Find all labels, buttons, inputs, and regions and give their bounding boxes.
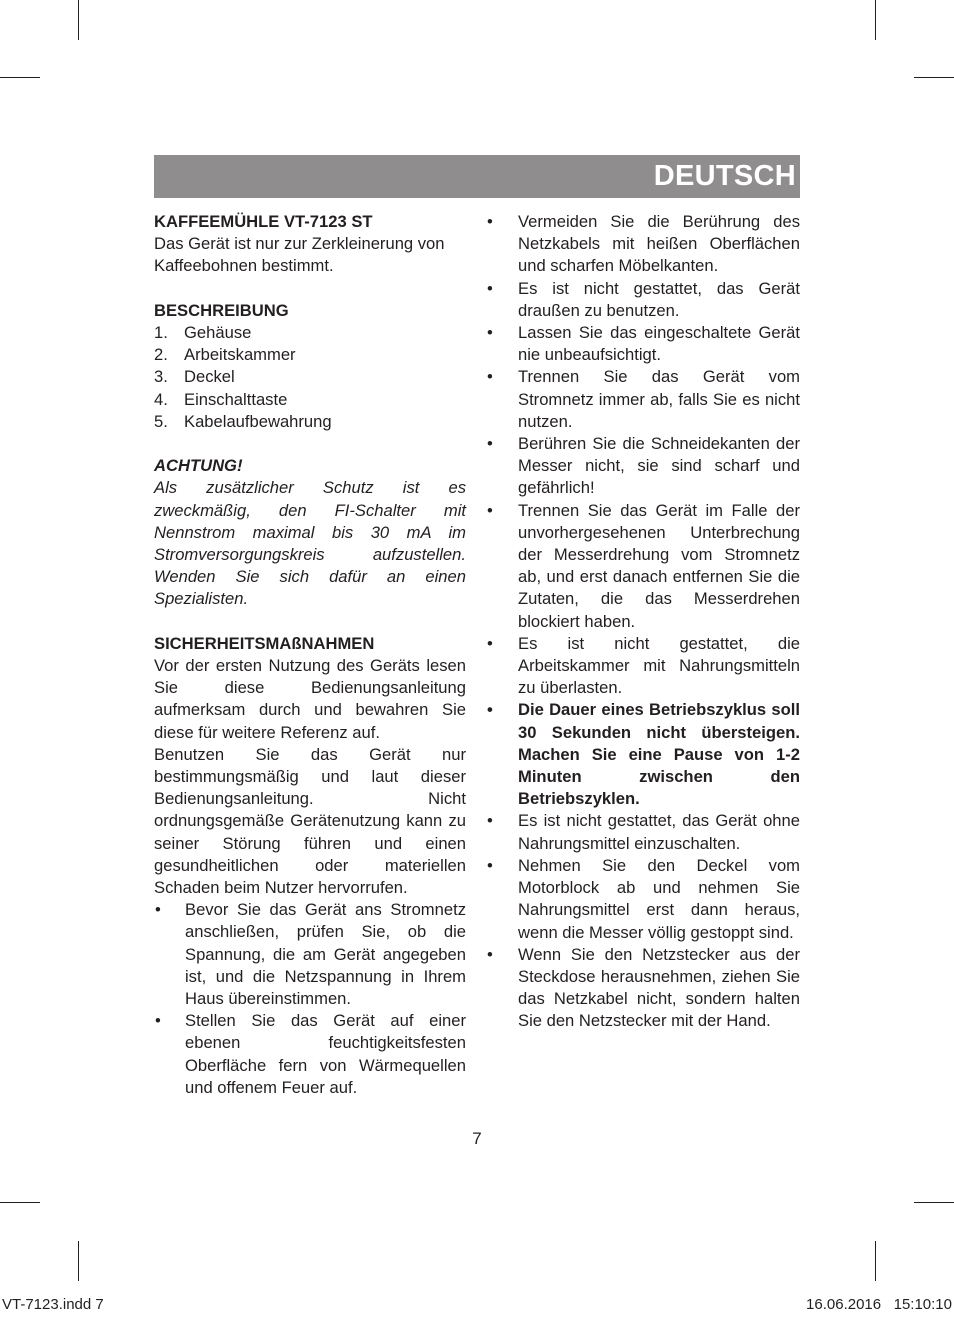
description-list	[154, 322, 466, 433]
bullet-marker: •	[487, 944, 493, 964]
bullet-text: Trennen Sie das Gerät vom Stromnetz immer ab, falls Sie es nicht nutzen.	[518, 367, 800, 431]
page-number: 7	[472, 1129, 482, 1148]
list-item-text: Einschalttaste	[184, 389, 288, 409]
bullet-marker: •	[155, 1011, 161, 1031]
bullet-marker: •	[155, 900, 161, 920]
bullet-item	[486, 278, 800, 322]
warning-text: Als zusätzlicher Schutz ist es zweckmäßig, den FI-Schalter mit Nennstrom maximal bis 30 mA im Stromversorgungskreis aufzustellen. Wenden Sie sich dafür an einen Spezialisten.	[154, 478, 466, 609]
list-item	[154, 344, 466, 366]
bullet-item	[486, 500, 800, 633]
list-item	[154, 366, 466, 388]
spacer	[154, 611, 466, 633]
language-header-bar	[154, 155, 800, 198]
file-slug: VT-7123.indd 7	[2, 1296, 104, 1313]
safety-paragraph: Benutzen Sie das Gerät nur bestimmungsmäßig und laut dieser Bedienungsanleitung. Nicht ordnungsgemäße Gerätenutzung kann zu seiner Störung führen und einen gesundheitlichen oder materiellen Schaden beim Nutzer hervorrufen.	[154, 744, 466, 898]
crop-mark-top-left-horizontal	[0, 77, 40, 78]
language-title: DEUTSCH	[653, 160, 796, 192]
bullet-item	[486, 433, 800, 500]
bullet-item	[486, 322, 800, 366]
list-item-text: Deckel	[184, 367, 235, 387]
date-slug: 16.06.2016 15:10:10	[806, 1296, 952, 1313]
list-item-number: 5.	[154, 411, 168, 431]
list-item	[154, 322, 466, 344]
list-item	[154, 389, 466, 411]
intro-text: Das Gerät ist nur zur Zerkleinerung von Kaffeebohnen bestimmt.	[154, 234, 445, 276]
list-item-text: Kabelaufbewahrung	[184, 411, 332, 431]
safety-paragraph: Vor der ersten Nutzung des Geräts lesen Sie diese Bedienungsanleitung aufmerksam durch und bewahren Sie diese für weitere Referenz auf.	[154, 656, 466, 742]
bullet-item	[486, 944, 800, 1033]
bullet-text: Es ist nicht gestattet, das Gerät draußen zu benutzen.	[518, 278, 800, 320]
crop-mark-bottom-right-vertical	[875, 1241, 876, 1281]
bullet-text: Es ist nicht gestattet, das Gerät ohne Nahrungsmittel einzuschalten.	[518, 811, 800, 853]
right-column	[486, 211, 800, 1033]
bullet-text: Berühren Sie die Schneidekanten der Messer nicht, sie sind scharf und gefährlich!	[518, 434, 800, 498]
bullet-marker: •	[487, 434, 493, 454]
bullet-text: Trennen Sie das Gerät im Falle der unvorhergesehenen Unterbrechung der Messerdrehung vom Stromnetz ab, und erst danach entfernen Sie die Zutaten, die das Messerdrehen blockiert haben.	[518, 500, 800, 631]
bullet-item	[486, 211, 800, 278]
list-item-number: 3.	[154, 367, 168, 387]
bullet-marker: •	[487, 855, 493, 875]
list-item-text: Arbeitskammer	[184, 345, 296, 365]
list-item	[154, 411, 466, 433]
bullet-text: Wenn Sie den Netzstecker aus der Steckdose herausnehmen, ziehen Sie das Netzkabel nicht, sondern halten Sie den Netzstecker mit der Hand.	[518, 944, 800, 1031]
bullet-item	[154, 899, 466, 1010]
bullet-item-highlight	[486, 699, 800, 810]
bullet-marker: •	[487, 500, 493, 520]
crop-mark-bottom-right-horizontal	[914, 1202, 954, 1203]
crop-mark-bottom-left-horizontal	[0, 1202, 40, 1203]
warning-heading: ACHTUNG!	[154, 456, 243, 476]
left-column	[154, 211, 466, 1099]
crop-mark-top-right-horizontal	[914, 77, 954, 78]
bullet-item	[486, 633, 800, 700]
bullet-marker: •	[487, 633, 493, 653]
bullet-marker: •	[487, 278, 493, 298]
bullet-marker: •	[487, 811, 493, 831]
description-heading: BESCHREIBUNG	[154, 300, 289, 320]
crop-mark-bottom-left-vertical	[78, 1241, 79, 1281]
bullet-text: Lassen Sie das eingeschaltete Gerät nie unbeaufsichtigt.	[518, 323, 800, 365]
bullet-text: Bevor Sie das Gerät ans Stromnetz anschließen, prüfen Sie, ob die Spannung, die am Gerät angegeben ist, und die Netzspannung in Ihrem Haus übereinstimmen.	[185, 900, 466, 1009]
spacer	[154, 278, 466, 300]
bullet-text: Es ist nicht gestattet, die Arbeitskammer mit Nahrungsmitteln zu überlasten.	[518, 633, 800, 698]
spacer	[154, 433, 466, 455]
list-item-number: 4.	[154, 389, 168, 409]
safety-heading: SICHERHEITSMAßNAHMEN	[154, 633, 375, 653]
bullet-text: Nehmen Sie den Deckel vom Motorblock ab und nehmen Sie Nahrungsmittel erst dann heraus, wenn die Messer völlig gestoppt sind.	[518, 855, 800, 942]
product-title: KAFFEEMÜHLE VT-7123 ST	[154, 212, 373, 231]
crop-mark-top-left-vertical	[78, 0, 79, 40]
bullet-marker: •	[487, 323, 493, 343]
bullet-marker: •	[487, 212, 493, 231]
bullet-item	[154, 1010, 466, 1099]
crop-mark-top-right-vertical	[875, 0, 876, 40]
bullet-text: Die Dauer eines Betriebszyklus soll 30 Sekunden nicht übersteigen. Machen Sie eine Pause von 1-2 Minuten zwischen den Betriebszyklen.	[518, 700, 800, 809]
bullet-item	[486, 855, 800, 944]
bullet-item	[486, 810, 800, 854]
list-item-text: Gehäuse	[184, 323, 252, 342]
bullet-text: Stellen Sie das Gerät auf einer ebenen feuchtigkeitsfesten Oberfläche fern von Wärmequellen und offenem Feuer auf.	[185, 1011, 466, 1097]
list-item-number: 1.	[154, 323, 168, 342]
bullet-text: Vermeiden Sie die Berührung des Netzkabels mit heißen Oberflächen und scharfen Möbelkanten.	[518, 212, 800, 276]
list-item-number: 2.	[154, 345, 168, 365]
bullet-marker: •	[487, 700, 493, 720]
bullet-item	[486, 366, 800, 433]
bullet-marker: •	[487, 367, 493, 387]
